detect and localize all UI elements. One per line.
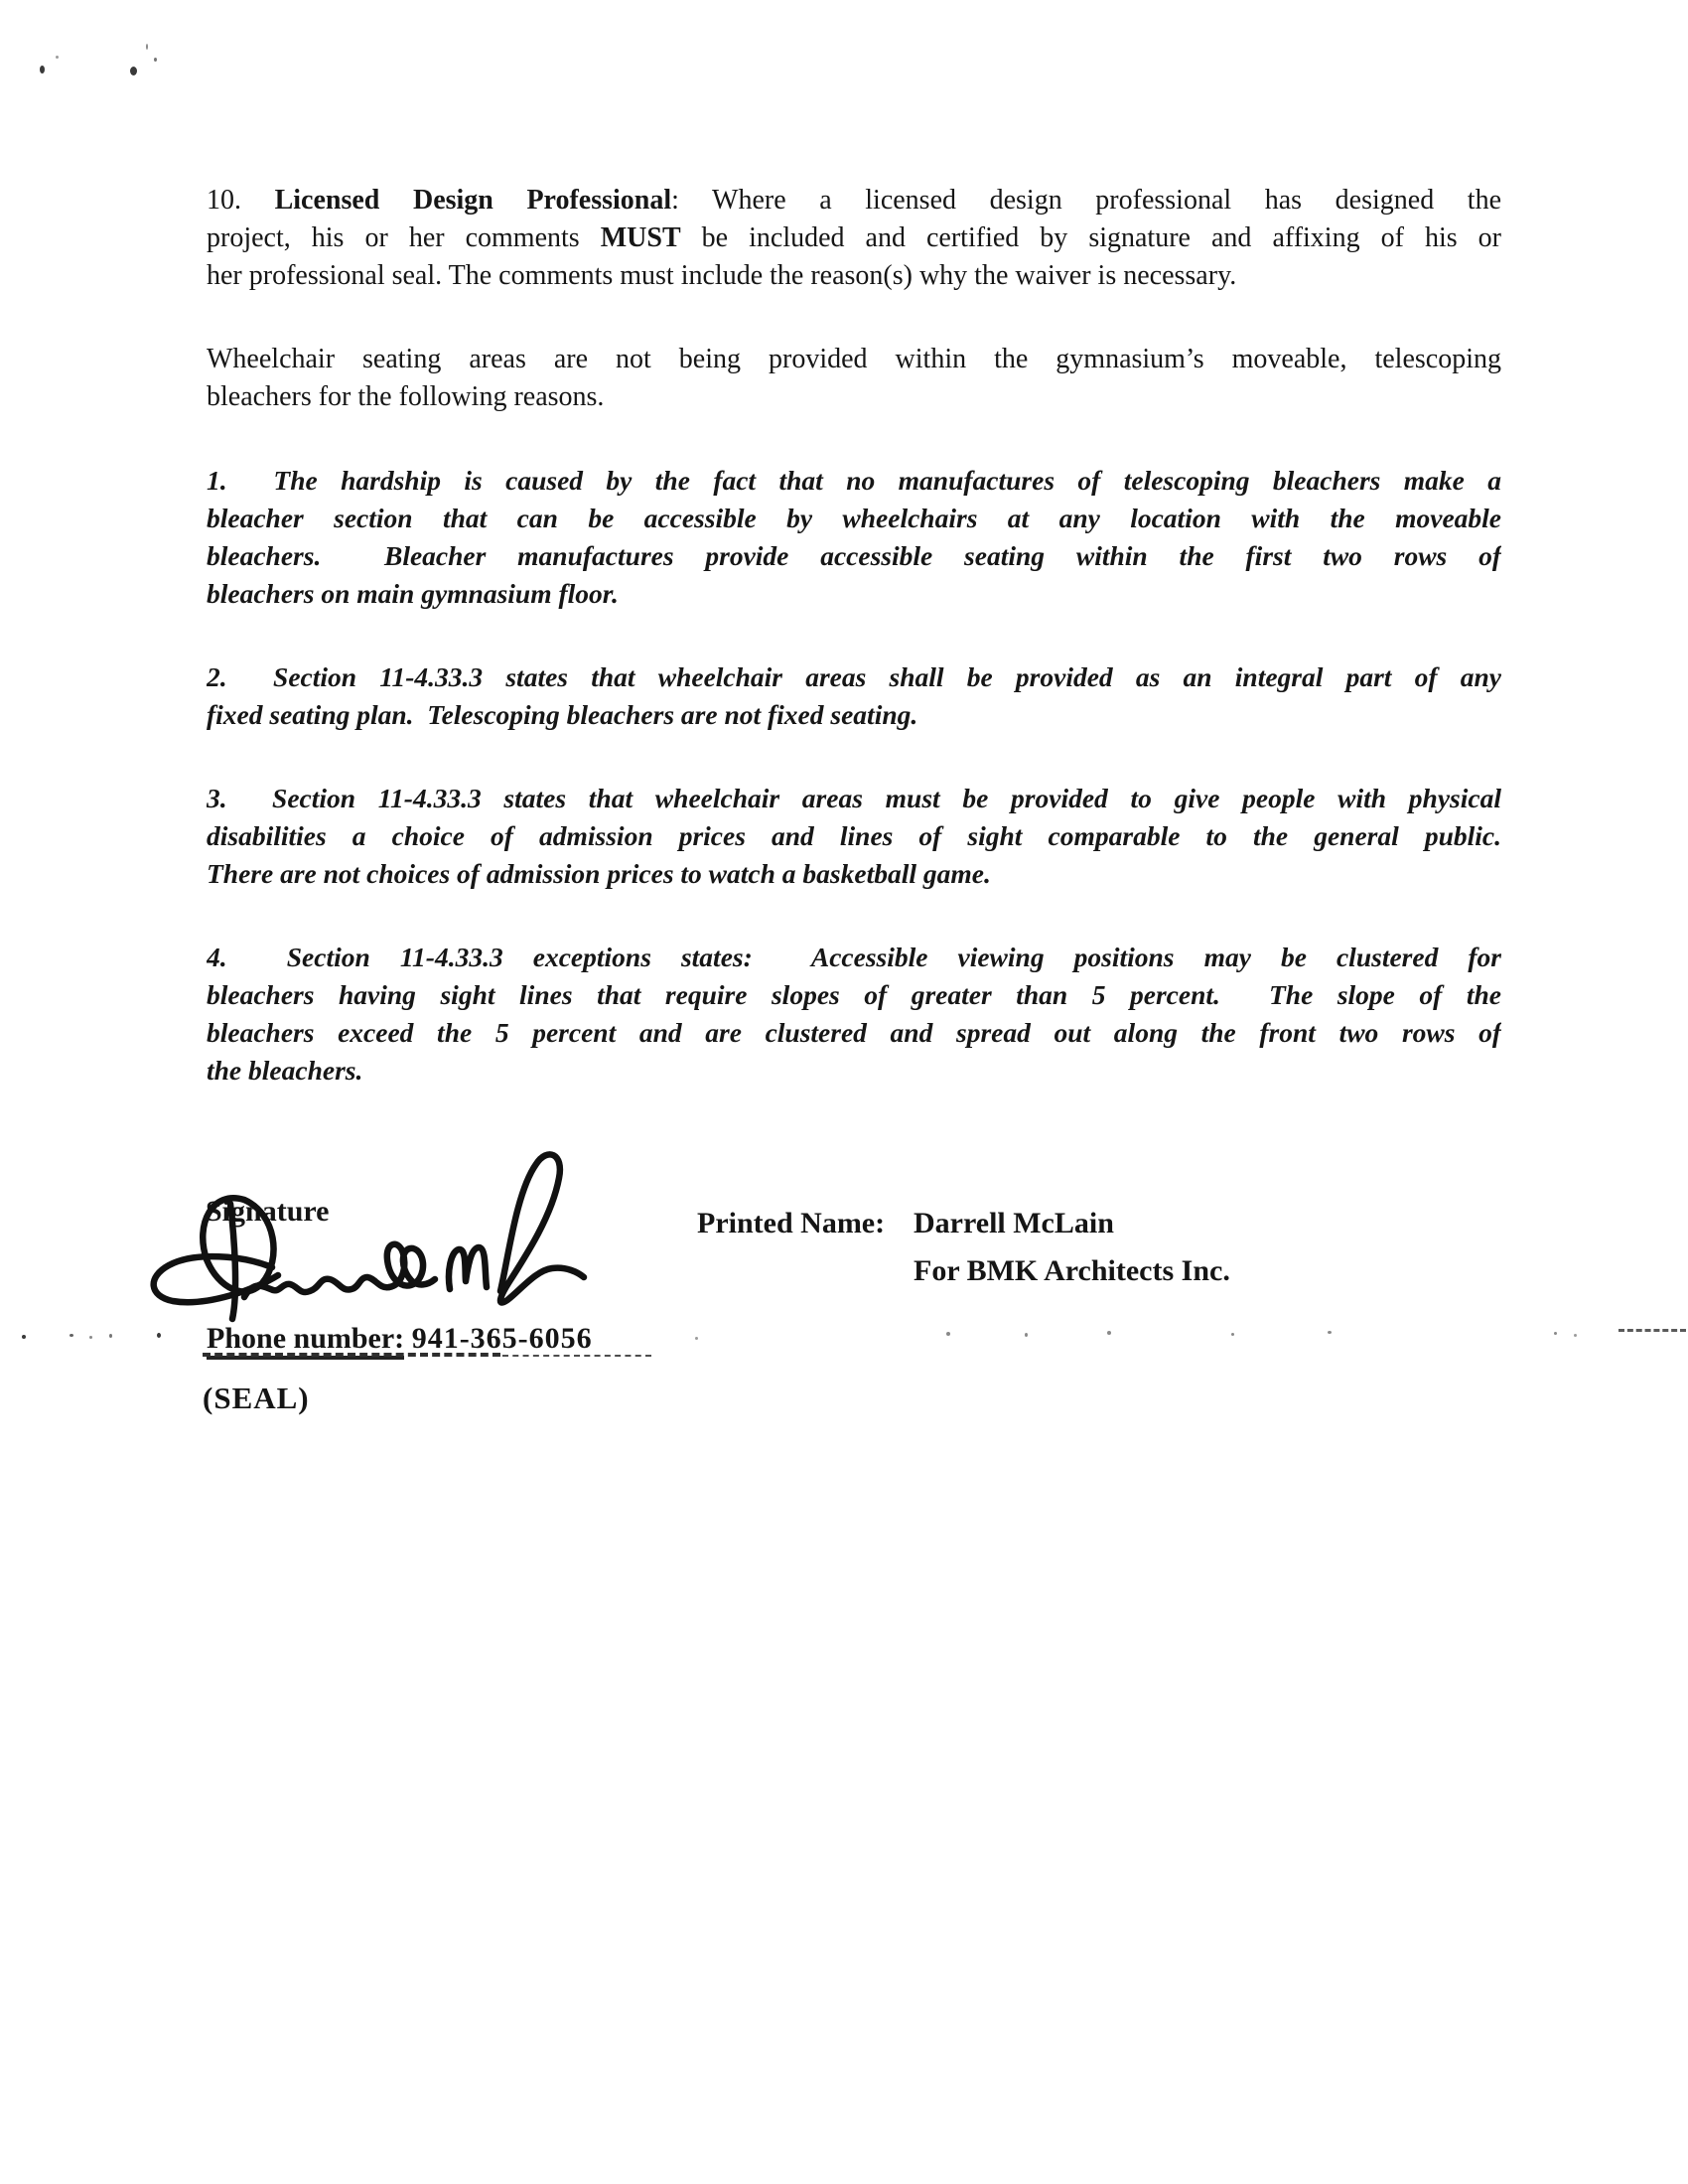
text-line: 3. Section 11-4.33.3 states that wheelchair areas must be provided to give people with physical [207,783,1501,813]
scan-speckle [89,1336,92,1339]
text-line: bleachers for the following reasons. [207,381,605,412]
printed-name-company: For BMK Architects Inc. [914,1254,1230,1287]
item-10-licensed-design-professional [207,182,1501,295]
scan-speckle [40,66,45,73]
handwritten-signature [147,1140,614,1339]
text-line: Wheelchair seating areas are not being provided within the gymnasium’s moveable, telescoping [207,344,1501,374]
reason-2 [207,658,1501,734]
scan-speckle [130,67,137,75]
scan-speckle [946,1332,950,1336]
text-line: 10. Licensed Design Professional: Where a licensed design professional has designed the [207,185,1501,216]
phone-number-value: 941-365-6056 [411,1322,593,1355]
text-line: 4. Section 11-4.33.3 exceptions states: Accessible viewing positions may be clustered for [207,942,1501,972]
scan-underline-noise [203,1333,500,1357]
text-line: 2. Section 11-4.33.3 states that wheelchair areas shall be provided as an integral part of any [207,661,1501,692]
text-line: bleacher section that can be accessible by wheelchairs at any location with the moveable [207,503,1501,533]
text-line: There are not choices of admission prices to watch a basketball game. [207,858,991,889]
text-line: bleachers on main gymnasium floor. [207,578,619,609]
scan-speckle [1574,1334,1577,1337]
text-line: 1. The hardship is caused by the fact that no manufactures of telescoping bleachers make a [207,465,1501,496]
scan-speckle [146,44,148,50]
text-line: the bleachers. [207,1055,363,1086]
text-line: bleachers having sight lines that require slopes of greater than 5 percent. The slope of the [207,979,1501,1010]
seal-label: (SEAL) [203,1381,310,1415]
printed-name-label: Printed Name: [697,1207,886,1239]
scan-speckle [22,1335,26,1339]
reason-1 [207,462,1501,613]
scan-speckle [1025,1333,1028,1337]
printed-name-block [697,1200,1230,1295]
scan-speckle [56,56,59,59]
text-line: project, his or her comments MUST be included and certified by signature and affixing of his or [207,222,1501,253]
scan-speckle [109,1334,112,1338]
scan-dash-noise [1618,1325,1686,1332]
wheelchair-intro [207,341,1501,416]
signature-label: Signature [206,1195,330,1228]
scan-speckle [157,1333,161,1338]
reason-4 [207,939,1501,1090]
text-line: bleachers exceed the 5 percent and are clustered and spread out along the front two rows of [207,1017,1501,1048]
phone-number-label: Phone number: [207,1322,404,1360]
scan-speckle [70,1334,73,1337]
document-body [207,182,1501,1135]
scan-speckle [1328,1331,1332,1334]
reason-3 [207,780,1501,893]
text-line: bleachers. Bleacher manufactures provide accessible seating within the first two rows of [207,540,1501,571]
scan-speckle [1231,1333,1234,1336]
printed-name-value: Darrell McLain [914,1207,1114,1239]
text-line: her professional seal. The comments must include the reason(s) why the waiver is necessary. [207,260,1237,291]
text-line: disabilities a choice of admission prices and lines of sight comparable to the general public. [207,820,1501,851]
scan-speckle [1554,1332,1557,1335]
scan-speckle [154,58,157,62]
scan-underline-noise [502,1335,651,1357]
scan-speckle [1107,1331,1111,1335]
scan-speckle [695,1337,698,1340]
text-line: fixed seating plan. Telescoping bleachers are not fixed seating. [207,699,918,730]
